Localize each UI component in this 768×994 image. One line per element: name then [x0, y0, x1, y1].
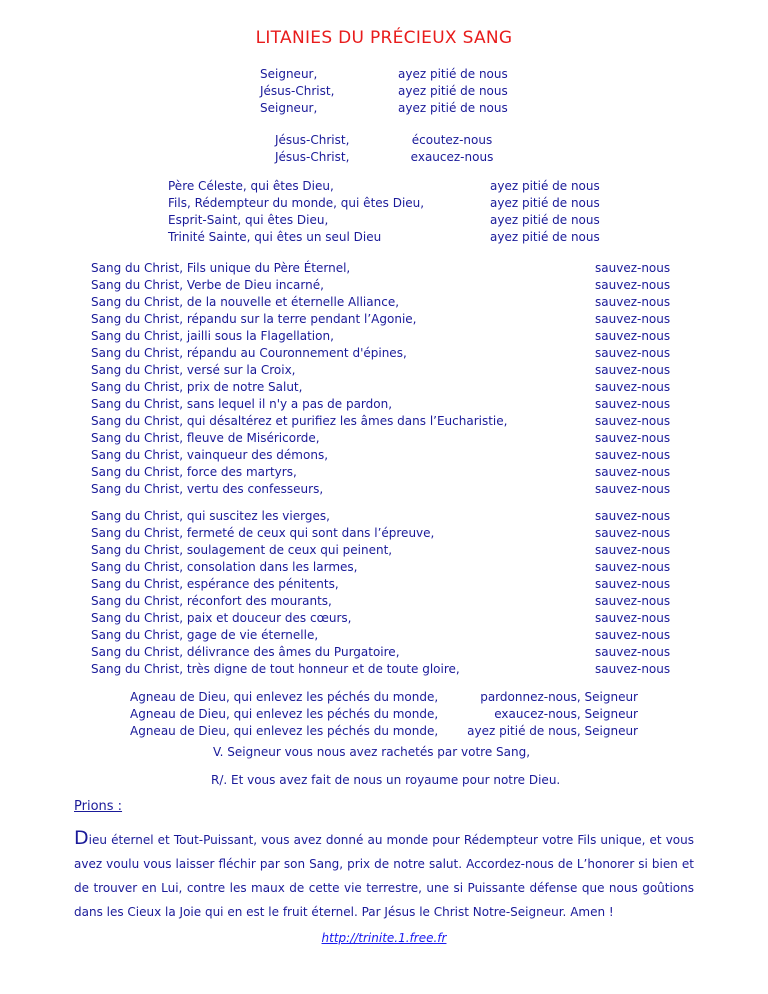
response: sauvez-nous	[595, 329, 671, 343]
invocation: Sang du Christ, de la nouvelle et éternelle Alliance,	[91, 295, 400, 309]
invocation: Sang du Christ, répandu au Couronnement d'épines,	[91, 346, 407, 360]
invocation: Agneau de Dieu, qui enlevez les péchés du monde,	[130, 724, 439, 738]
response: exaucez-nous, Seigneur	[494, 707, 638, 721]
response: sauvez-nous	[595, 312, 671, 326]
response: sauvez-nous	[595, 278, 671, 292]
christe-responses	[398, 132, 506, 166]
response: sauvez-nous	[595, 363, 671, 377]
invocation: Sang du Christ, Fils unique du Père Éternel,	[91, 261, 351, 275]
trinity-responses	[490, 178, 600, 246]
response: sauvez-nous	[595, 628, 671, 642]
response: sauvez-nous	[595, 543, 671, 557]
invocation: Sang du Christ, prix de notre Salut,	[91, 380, 303, 394]
closing-prayer	[74, 826, 694, 924]
response: sauvez-nous	[595, 465, 671, 479]
kyrie-responses	[398, 66, 508, 117]
response-line: R/. Et vous avez fait de nous un royaume pour notre Dieu.	[211, 773, 561, 787]
response: sauvez-nous	[595, 509, 671, 523]
invocation: Sang du Christ, Verbe de Dieu incarné,	[91, 278, 324, 292]
response: ayez pitié de nous	[490, 230, 600, 244]
invocation: Jésus-Christ,	[275, 133, 350, 147]
invocation: Sang du Christ, jailli sous la Flagellation,	[91, 329, 334, 343]
invocation: Sang du Christ, très digne de tout honneur et de toute gloire,	[91, 662, 460, 676]
website-link[interactable]: http://trinite.1.free.fr	[321, 931, 447, 945]
response: sauvez-nous	[595, 611, 671, 625]
response: ayez pitié de nous	[490, 196, 600, 210]
trinity-invocations	[168, 178, 424, 246]
invocation: Sang du Christ, répandu sur la terre pendant l’Agonie,	[91, 312, 417, 326]
invocation: Sang du Christ, consolation dans les larmes,	[91, 560, 358, 574]
invocation: Fils, Rédempteur du monde, qui êtes Dieu,	[168, 196, 425, 210]
sang-responses-2	[595, 508, 670, 678]
response: sauvez-nous	[595, 662, 671, 676]
invocation: Sang du Christ, soulagement de ceux qui peinent,	[91, 543, 393, 557]
invocation: Sang du Christ, paix et douceur des cœurs,	[91, 611, 352, 625]
invocation: Seigneur,	[260, 67, 318, 81]
response: sauvez-nous	[595, 448, 671, 462]
drop-cap: D	[74, 827, 89, 849]
invocation: Sang du Christ, espérance des pénitents,	[91, 577, 339, 591]
page-title: LITANIES DU PRÉCIEUX SANG	[255, 28, 513, 48]
invocation: Sang du Christ, gage de vie éternelle,	[91, 628, 319, 642]
invocation: Père Céleste, qui êtes Dieu,	[168, 179, 334, 193]
sang-invocations-1	[91, 260, 507, 498]
response: sauvez-nous	[595, 645, 671, 659]
response: écoutez-nous	[411, 133, 493, 147]
invocation: Sang du Christ, vainqueur des démons,	[91, 448, 329, 462]
response: ayez pitié de nous	[398, 84, 508, 98]
prayer-text: ieu éternel et Tout-Puissant, vous avez donné au monde pour Rédempteur votre Fils unique, et vous avez voulu vous laisser fléchir par son Sang, prix de notre salut. Accordez-nous de L’honorer si bien et de trouver en Lui, contre les maux de cette vie terrestre, une si Puissante défense que nous goûtions dans les Cieux la Joie qui en est le fruit éternel. Par Jésus le Christ Notre-Seigneur. Amen !	[74, 833, 694, 919]
response: pardonnez-nous, Seigneur	[480, 690, 638, 704]
invocation: Sang du Christ, versé sur la Croix,	[91, 363, 296, 377]
invocation: Sang du Christ, fleuve de Miséricorde,	[91, 431, 320, 445]
invocation: Esprit-Saint, qui êtes Dieu,	[168, 213, 329, 227]
prions-heading: Prions :	[74, 799, 123, 814]
response: sauvez-nous	[595, 380, 671, 394]
response: sauvez-nous	[595, 397, 671, 411]
response: ayez pitié de nous	[398, 101, 508, 115]
versicle: V. Seigneur vous nous avez rachetés par votre Sang,	[213, 745, 531, 759]
response: sauvez-nous	[595, 261, 671, 275]
invocation: Sang du Christ, force des martyrs,	[91, 465, 297, 479]
invocation: Seigneur,	[260, 101, 318, 115]
invocation: Sang du Christ, sans lequel il n'y a pas de pardon,	[91, 397, 393, 411]
agnus-responses	[440, 689, 638, 740]
invocation: Sang du Christ, fermeté de ceux qui sont dans l’épreuve,	[91, 526, 435, 540]
invocation: Jésus-Christ,	[260, 84, 335, 98]
invocation: Agneau de Dieu, qui enlevez les péchés du monde,	[130, 707, 439, 721]
response: exaucez-nous	[410, 150, 494, 164]
invocation: Trinité Sainte, qui êtes un seul Dieu	[168, 230, 382, 244]
agnus-invocations	[130, 689, 438, 740]
invocation: Sang du Christ, qui suscitez les vierges,	[91, 509, 330, 523]
invocation: Sang du Christ, vertu des confesseurs,	[91, 482, 324, 496]
response: sauvez-nous	[595, 577, 671, 591]
response: sauvez-nous	[595, 526, 671, 540]
response: sauvez-nous	[595, 295, 671, 309]
invocation: Agneau de Dieu, qui enlevez les péchés du monde,	[130, 690, 439, 704]
response: ayez pitié de nous	[490, 179, 600, 193]
christe-invocations	[275, 132, 349, 166]
response: sauvez-nous	[595, 594, 671, 608]
response: ayez pitié de nous	[398, 67, 508, 81]
invocation: Sang du Christ, délivrance des âmes du Purgatoire,	[91, 645, 400, 659]
response: sauvez-nous	[595, 431, 671, 445]
response: sauvez-nous	[595, 346, 671, 360]
response: sauvez-nous	[595, 414, 671, 428]
sang-responses-1	[595, 260, 670, 498]
response: ayez pitié de nous	[490, 213, 600, 227]
sang-invocations-2	[91, 508, 460, 678]
invocation: Sang du Christ, réconfort des mourants,	[91, 594, 332, 608]
invocation: Sang du Christ, qui désaltérez et purifiez les âmes dans l’Eucharistie,	[91, 414, 508, 428]
response: ayez pitié de nous, Seigneur	[467, 724, 638, 738]
response: sauvez-nous	[595, 482, 671, 496]
kyrie-invocations	[260, 66, 334, 117]
invocation: Jésus-Christ,	[275, 150, 350, 164]
response: sauvez-nous	[595, 560, 671, 574]
